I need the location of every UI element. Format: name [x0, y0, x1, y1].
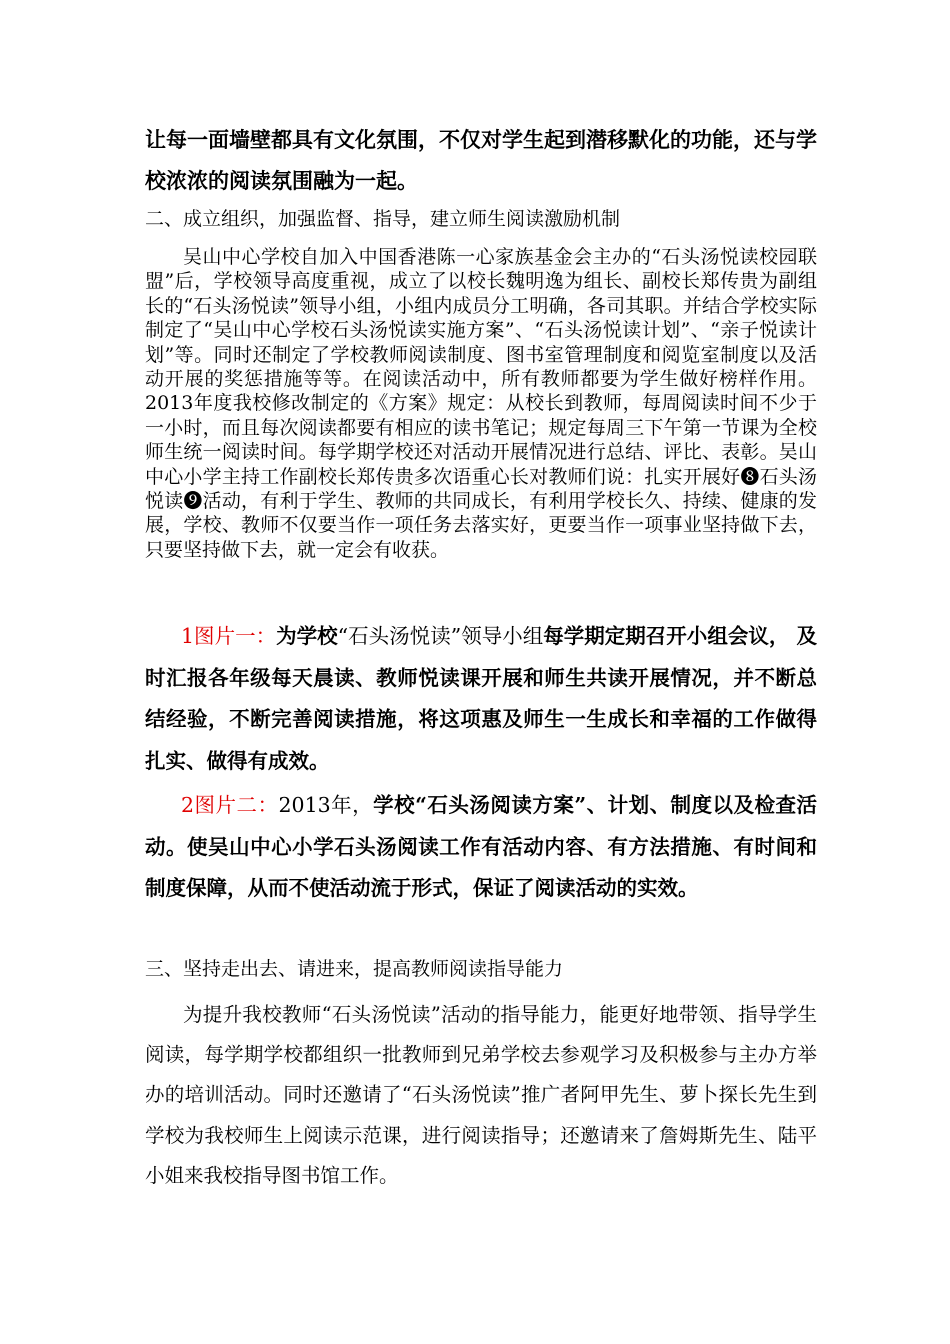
- picture-2-label: 2图片二：: [181, 793, 279, 817]
- picture-1-text-plain-a: “石头汤悦读”领导小组: [337, 624, 544, 648]
- section-2-paragraph: 吴山中心学校自加入中国香港陈一心家族基金会主办的“石头汤悦读校园联盟”后，学校领导高度重视，成立了以校长魏明逸为组长、副校长郑传贵为副组长的“石头汤悦读”领导小组，小组内成员分工明确，各司其职。并结合学校实际制定了“吴山中心学校石头汤悦读实施方案”、“石头汤悦读计划”、“亲子悦读计划”等。同时还制定了学校教师阅读制度、图书室管理制度和阅览室制度以及活动开展的奖惩措施等等。在阅读活动中，所有教师都要为学生做好榜样作用。2013年度我校修改制定的《方案》规定：从校长到教师，每周阅读时间不少于一小时，而且每次阅读都要有相应的读书笔记；规定每周三下午第一节课为全校师生统一阅读时间。每学期学校还对活动开展情况进行总结、评比、表彰。吴山中心小学主持工作副校长郑传贵多次语重心长对教师们说：扎实开展好❽石头汤悦读❾活动，有利于学生、教师的共同成长，有利用学校长久、持续、健康的发展，学校、教师不仅要当作一项任务去落实好，更要当作一项事业坚持做下去，只要坚持做下去，就一定会有收获。: [145, 246, 817, 561]
- section-3-heading: 三、坚持走出去、请进来，提高教师阅读指导能力: [145, 958, 564, 980]
- picture-2-text-plain-a: 2013年，: [278, 793, 374, 817]
- section-3-paragraph: 为提升我校教师“石头汤悦读”活动的指导能力，能更好地带领、指导学生阅读，每学期学校都组织一批教师到兄弟学校去参观学习及积极参与主办方举办的培训活动。同时还邀请了“石头汤悦读”推广者阿甲先生、萝卜探长先生到学校为我校师生上阅读示范课，进行阅读指导；还邀请来了詹姆斯先生、陆平小姐来我校指导图书馆工作。: [145, 1003, 817, 1187]
- picture-2-text-bold-a: 学校“石头汤阅读方案”、计划、制度以及检查活动。使吴山中心小学石头汤阅读工作有活动内容、有方法措施、有时间和制度保障，从而不使活动流于形式，保证了阅读活动的实效。: [145, 793, 817, 900]
- picture-1-text-bold-b: 每学期定期召开小组会议， 及时汇报各年级每天晨读、教师悦读课开展和师生共读开展情况，并不断总结经验，不断完善阅读措施，将这项惠及师生一生成长和幸福的工作做得扎实、做得有成效。: [145, 624, 818, 773]
- picture-2-caption: [145, 785, 817, 910]
- picture-1-text-bold-a: 为学校: [276, 624, 338, 648]
- section-2-heading: 二、成立组织，加强监督、指导，建立师生阅读激励机制: [145, 208, 621, 230]
- picture-1-label: 1图片一：: [181, 624, 277, 648]
- intro-bold-paragraph: 让每一面墙壁都具有文化氛围，不仅对学生起到潜移默化的功能，还与学校浓浓的阅读氛围融为一起。: [145, 127, 817, 193]
- picture-1-caption: [145, 616, 817, 782]
